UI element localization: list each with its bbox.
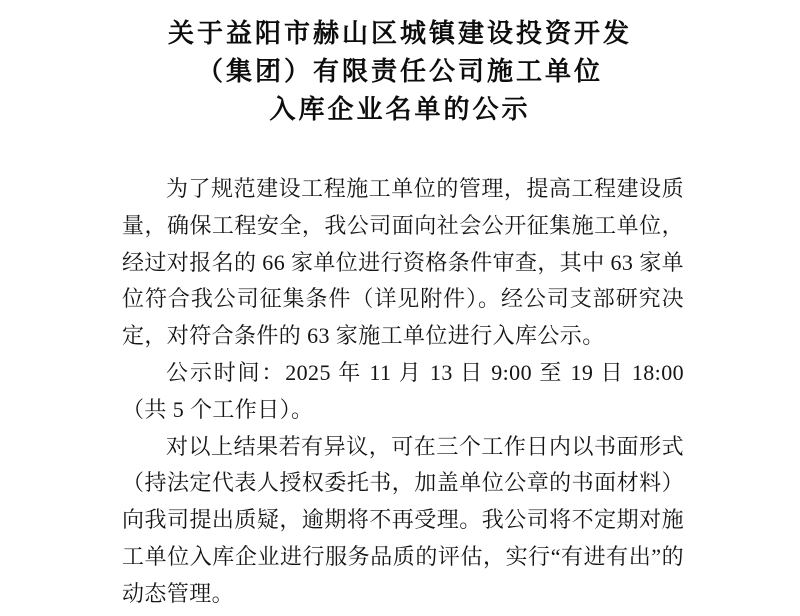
document-body bbox=[122, 171, 684, 613]
title-line-3: 入库企业名单的公示 bbox=[269, 94, 531, 124]
title-line-2: （集团）有限责任公司施工单位 bbox=[196, 56, 603, 86]
paragraph-intro: 为了规范建设工程施工单位的管理，提高工程建设质量，确保工程安全，我公司面向社会公开征集施工单位，经过对报名的 66 家单位进行资格条件审查，其中 63 家单位符合我公司征集条件（详见附件）。经公司支部研究决定，对符合条件的 63 家施工单位进行入库公示。 bbox=[122, 176, 685, 349]
paragraph-objection-procedure: 对以上结果若有异议，可在三个工作日内以书面形式（持法定代表人授权委托书，加盖单位公章的书面材料）向我司提出质疑，逾期将不再受理。我公司将不定期对施工单位入库企业进行服务品质的评估，实行“有进有出”的动态管理。 bbox=[122, 433, 684, 606]
document-title bbox=[0, 0, 800, 128]
paragraph-publicity-period: 公示时间：2025 年 11 月 13 日 9:00 至 19 日 18:00（共 5 个工作日）。 bbox=[122, 359, 684, 422]
title-line-1: 关于益阳市赫山区城镇建设投资开发 bbox=[167, 18, 632, 48]
